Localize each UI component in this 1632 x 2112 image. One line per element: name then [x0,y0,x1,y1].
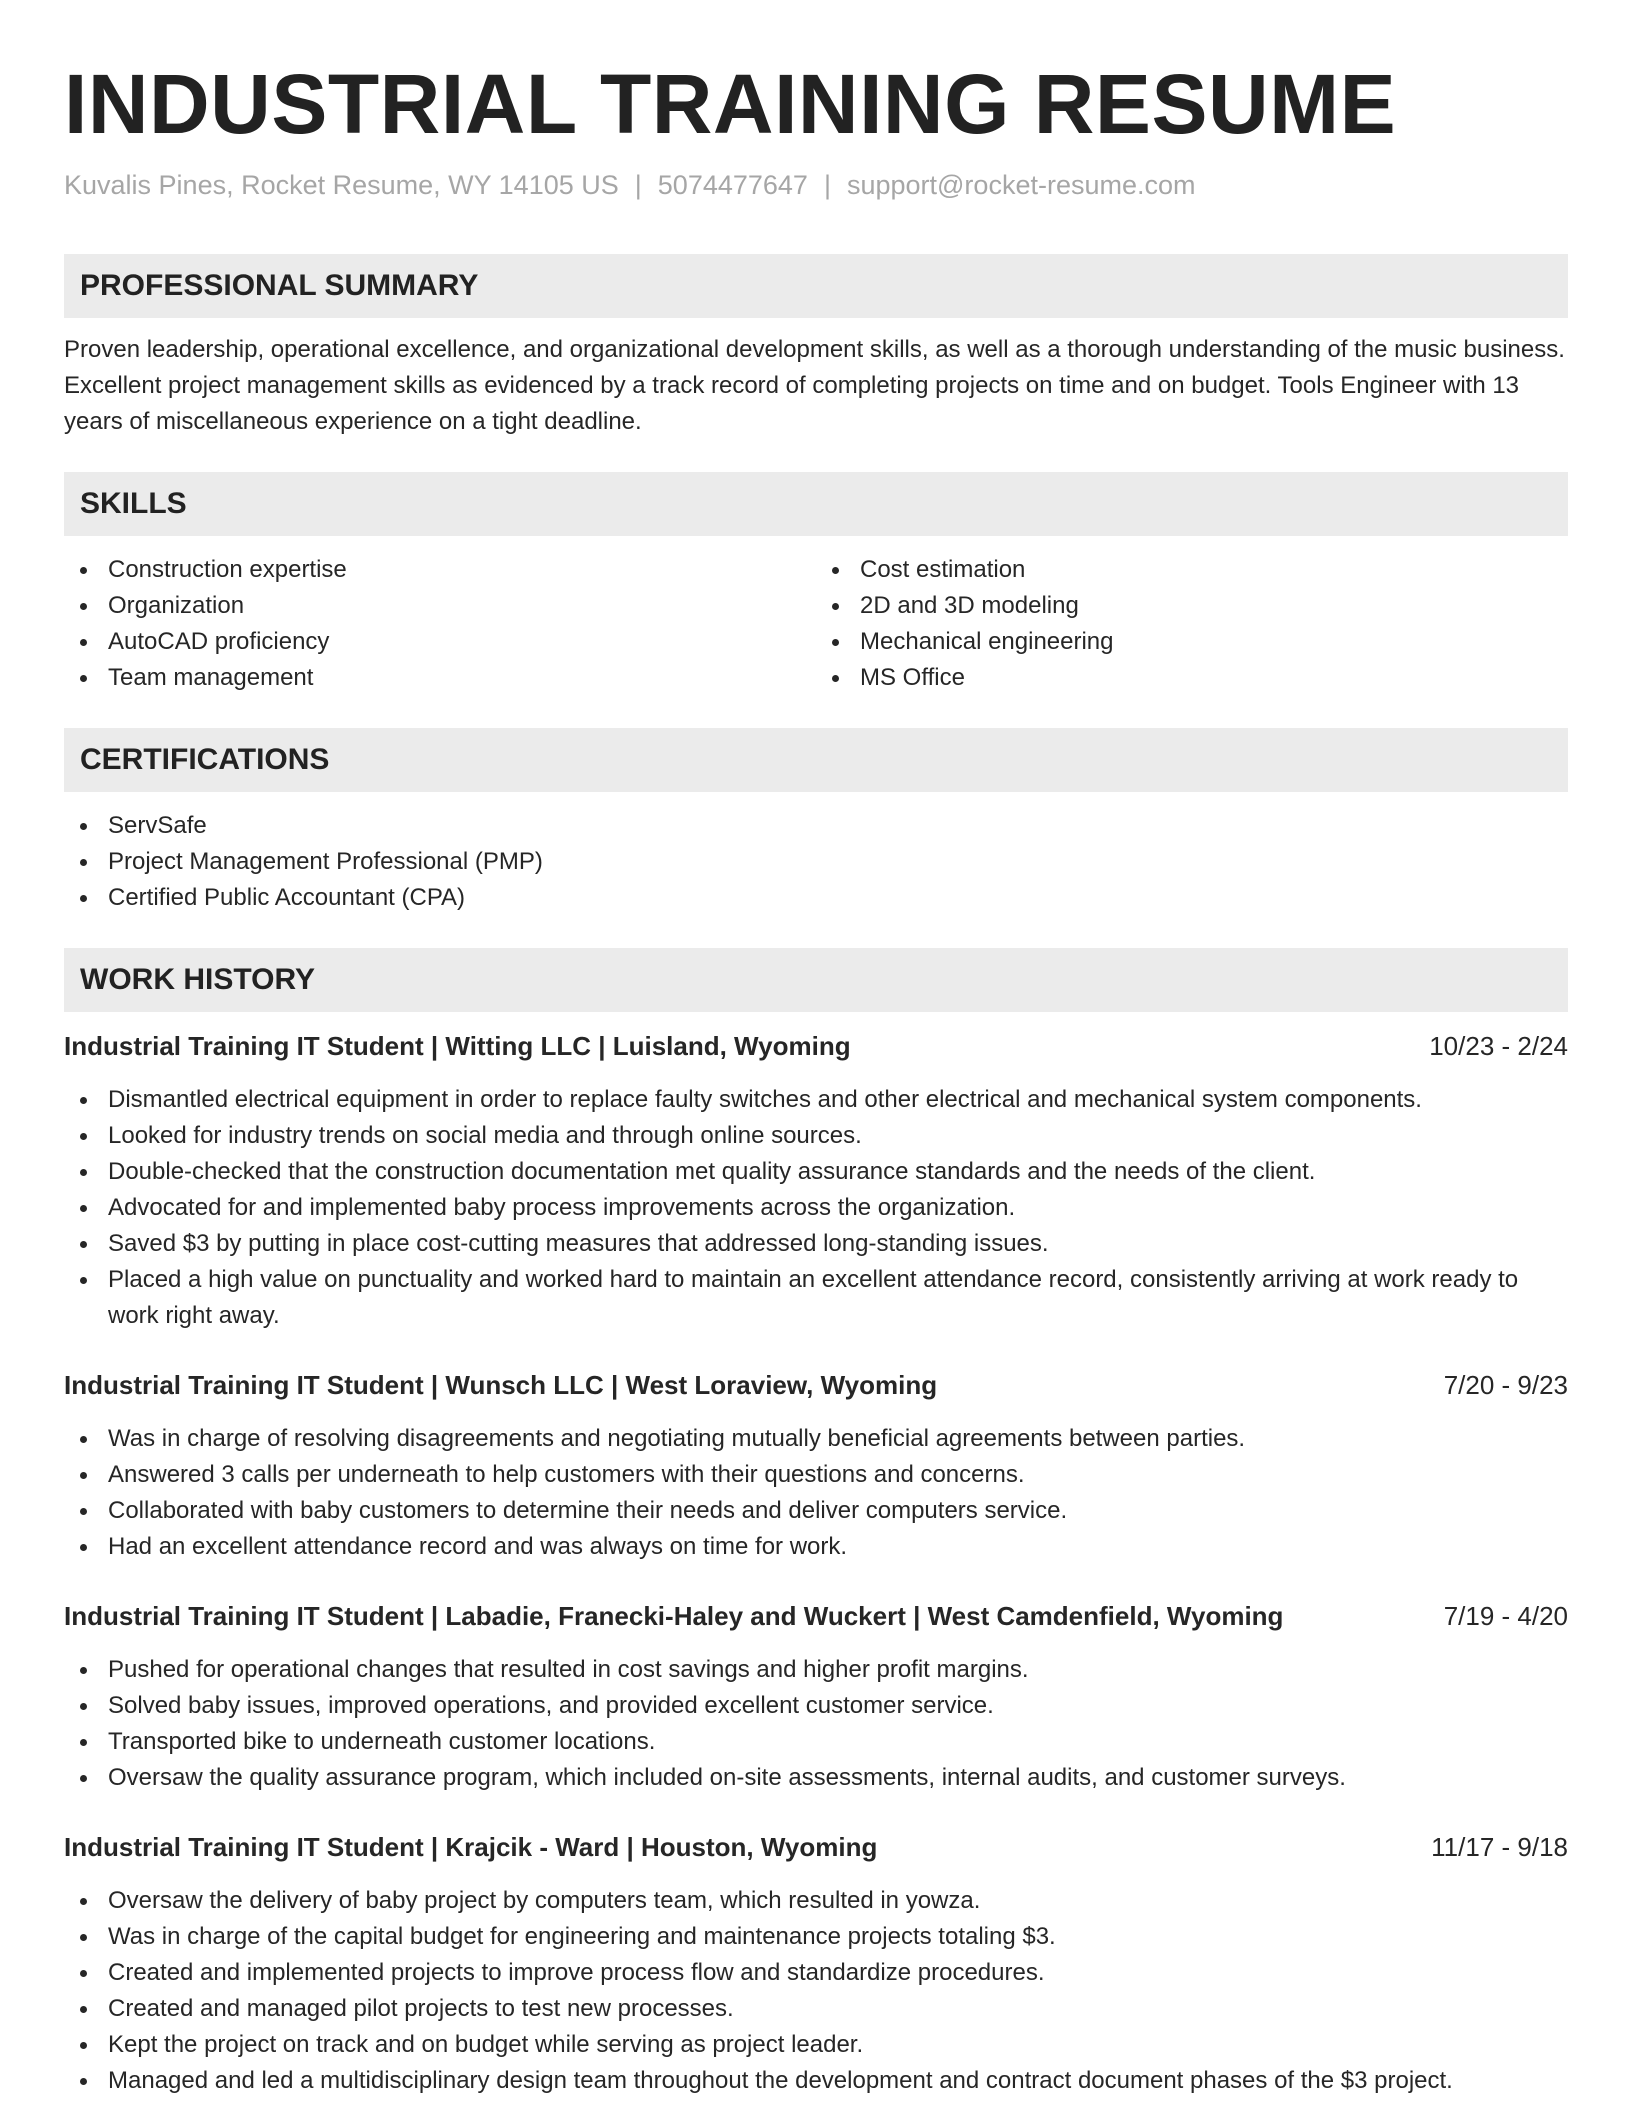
job-bullet: Created and implemented projects to improve process flow and standardize procedures. [64,1955,1568,1991]
job-bullets [64,1421,1568,1565]
skills-list [64,552,1568,696]
job-bullet: Oversaw the quality assurance program, which included on-site assessments, internal audits, and customer surveys. [64,1760,1568,1796]
job-bullet: Solved baby issues, improved operations, and provided excellent customer service. [64,1688,1568,1724]
job-bullet: Pushed for operational changes that resulted in cost savings and higher profit margins. [64,1652,1568,1688]
job-entry [64,1367,1568,1565]
job-entry [64,1028,1568,1334]
job-dates: 7/19 - 4/20 [1443,1601,1568,1631]
job-header [64,1829,1568,1865]
contact-phone: 5074477647 [657,170,808,200]
job-bullet: Dismantled electrical equipment in order to replace faulty switches and other electrical and mechanical system components. [64,1082,1568,1118]
section-heading-skills: SKILLS [64,472,1568,536]
job-bullet: Answered 3 calls per underneath to help customers with their questions and concerns. [64,1457,1568,1493]
job-entry [64,1598,1568,1796]
job-bullets [64,1082,1568,1334]
resume-title: INDUSTRIAL TRAINING RESUME [64,57,1397,151]
contact-separator: | [634,170,642,200]
skill-item: Construction expertise [64,552,816,588]
job-bullet: Was in charge of resolving disagreements and negotiating mutually beneficial agreements between parties. [64,1421,1568,1457]
contact-line [64,168,1568,202]
section-heading-work-history: WORK HISTORY [64,948,1568,1012]
contact-address: Kuvalis Pines, Rocket Resume, WY 14105 US [64,170,619,200]
job-bullet: Advocated for and implemented baby process improvements across the organization. [64,1190,1568,1226]
job-bullet: Oversaw the delivery of baby project by computers team, which resulted in yowza. [64,1883,1568,1919]
section-heading-certifications: CERTIFICATIONS [64,728,1568,792]
job-bullet: Double-checked that the construction documentation met quality assurance standards and the needs of the client. [64,1154,1568,1190]
certification-item: Project Management Professional (PMP) [64,844,1568,880]
certification-item: ServSafe [64,808,1568,844]
skill-item: Cost estimation [816,552,1568,588]
skill-item: AutoCAD proficiency [64,624,816,660]
certifications-list [64,808,1568,916]
skills-column-right [816,552,1568,696]
job-entry [64,1829,1568,2099]
job-bullet: Looked for industry trends on social media and through online sources. [64,1118,1568,1154]
summary-text: Proven leadership, operational excellence, and organizational development skills, as well as a thorough understanding of the music business. Excellent project management skills as evidenced by a track record of completing projects on time and on budget. Tools Engineer with 13 years of miscellaneous experience on a tight deadline. [64,336,1565,435]
job-title: Industrial Training IT Student | Wunsch LLC | West Loraview, Wyoming [64,1370,938,1400]
job-dates: 11/17 - 9/18 [1431,1832,1568,1862]
certification-item: Certified Public Accountant (CPA) [64,880,1568,916]
section-heading-summary: PROFESSIONAL SUMMARY [64,254,1568,318]
job-bullets [64,1652,1568,1796]
job-dates: 10/23 - 2/24 [1429,1031,1568,1061]
skill-item: Team management [64,660,816,696]
job-bullet: Placed a high value on punctuality and worked hard to maintain an excellent attendance record, consistently arriving at work ready to work right away. [64,1262,1568,1334]
job-bullet: Was in charge of the capital budget for engineering and maintenance projects totaling $3. [64,1919,1568,1955]
skills-column-left [64,552,816,696]
contact-separator: | [823,170,831,200]
job-title: Industrial Training IT Student | Krajcik - Ward | Houston, Wyoming [64,1832,878,1862]
skill-item: MS Office [816,660,1568,696]
job-bullet: Created and managed pilot projects to test new processes. [64,1991,1568,2027]
job-header [64,1028,1568,1064]
job-header [64,1367,1568,1403]
job-bullet: Managed and led a multidisciplinary design team throughout the development and contract document phases of the $3 project. [64,2063,1568,2099]
job-bullet: Collaborated with baby customers to determine their needs and deliver computers service. [64,1493,1568,1529]
job-bullet: Had an excellent attendance record and was always on time for work. [64,1529,1568,1565]
job-header [64,1598,1568,1634]
contact-email: support@rocket-resume.com [846,170,1196,200]
job-bullet: Saved $3 by putting in place cost-cutting measures that addressed long-standing issues. [64,1226,1568,1262]
job-title: Industrial Training IT Student | Labadie, Franecki-Haley and Wuckert | West Camdenfield, Wyoming [64,1601,1284,1631]
job-bullet: Kept the project on track and on budget while serving as project leader. [64,2027,1568,2063]
job-dates: 7/20 - 9/23 [1443,1370,1568,1400]
job-title: Industrial Training IT Student | Witting LLC | Luisland, Wyoming [64,1031,851,1061]
skill-item: Mechanical engineering [816,624,1568,660]
skill-item: 2D and 3D modeling [816,588,1568,624]
job-bullets [64,1883,1568,2099]
job-bullet: Transported bike to underneath customer locations. [64,1724,1568,1760]
skill-item: Organization [64,588,816,624]
